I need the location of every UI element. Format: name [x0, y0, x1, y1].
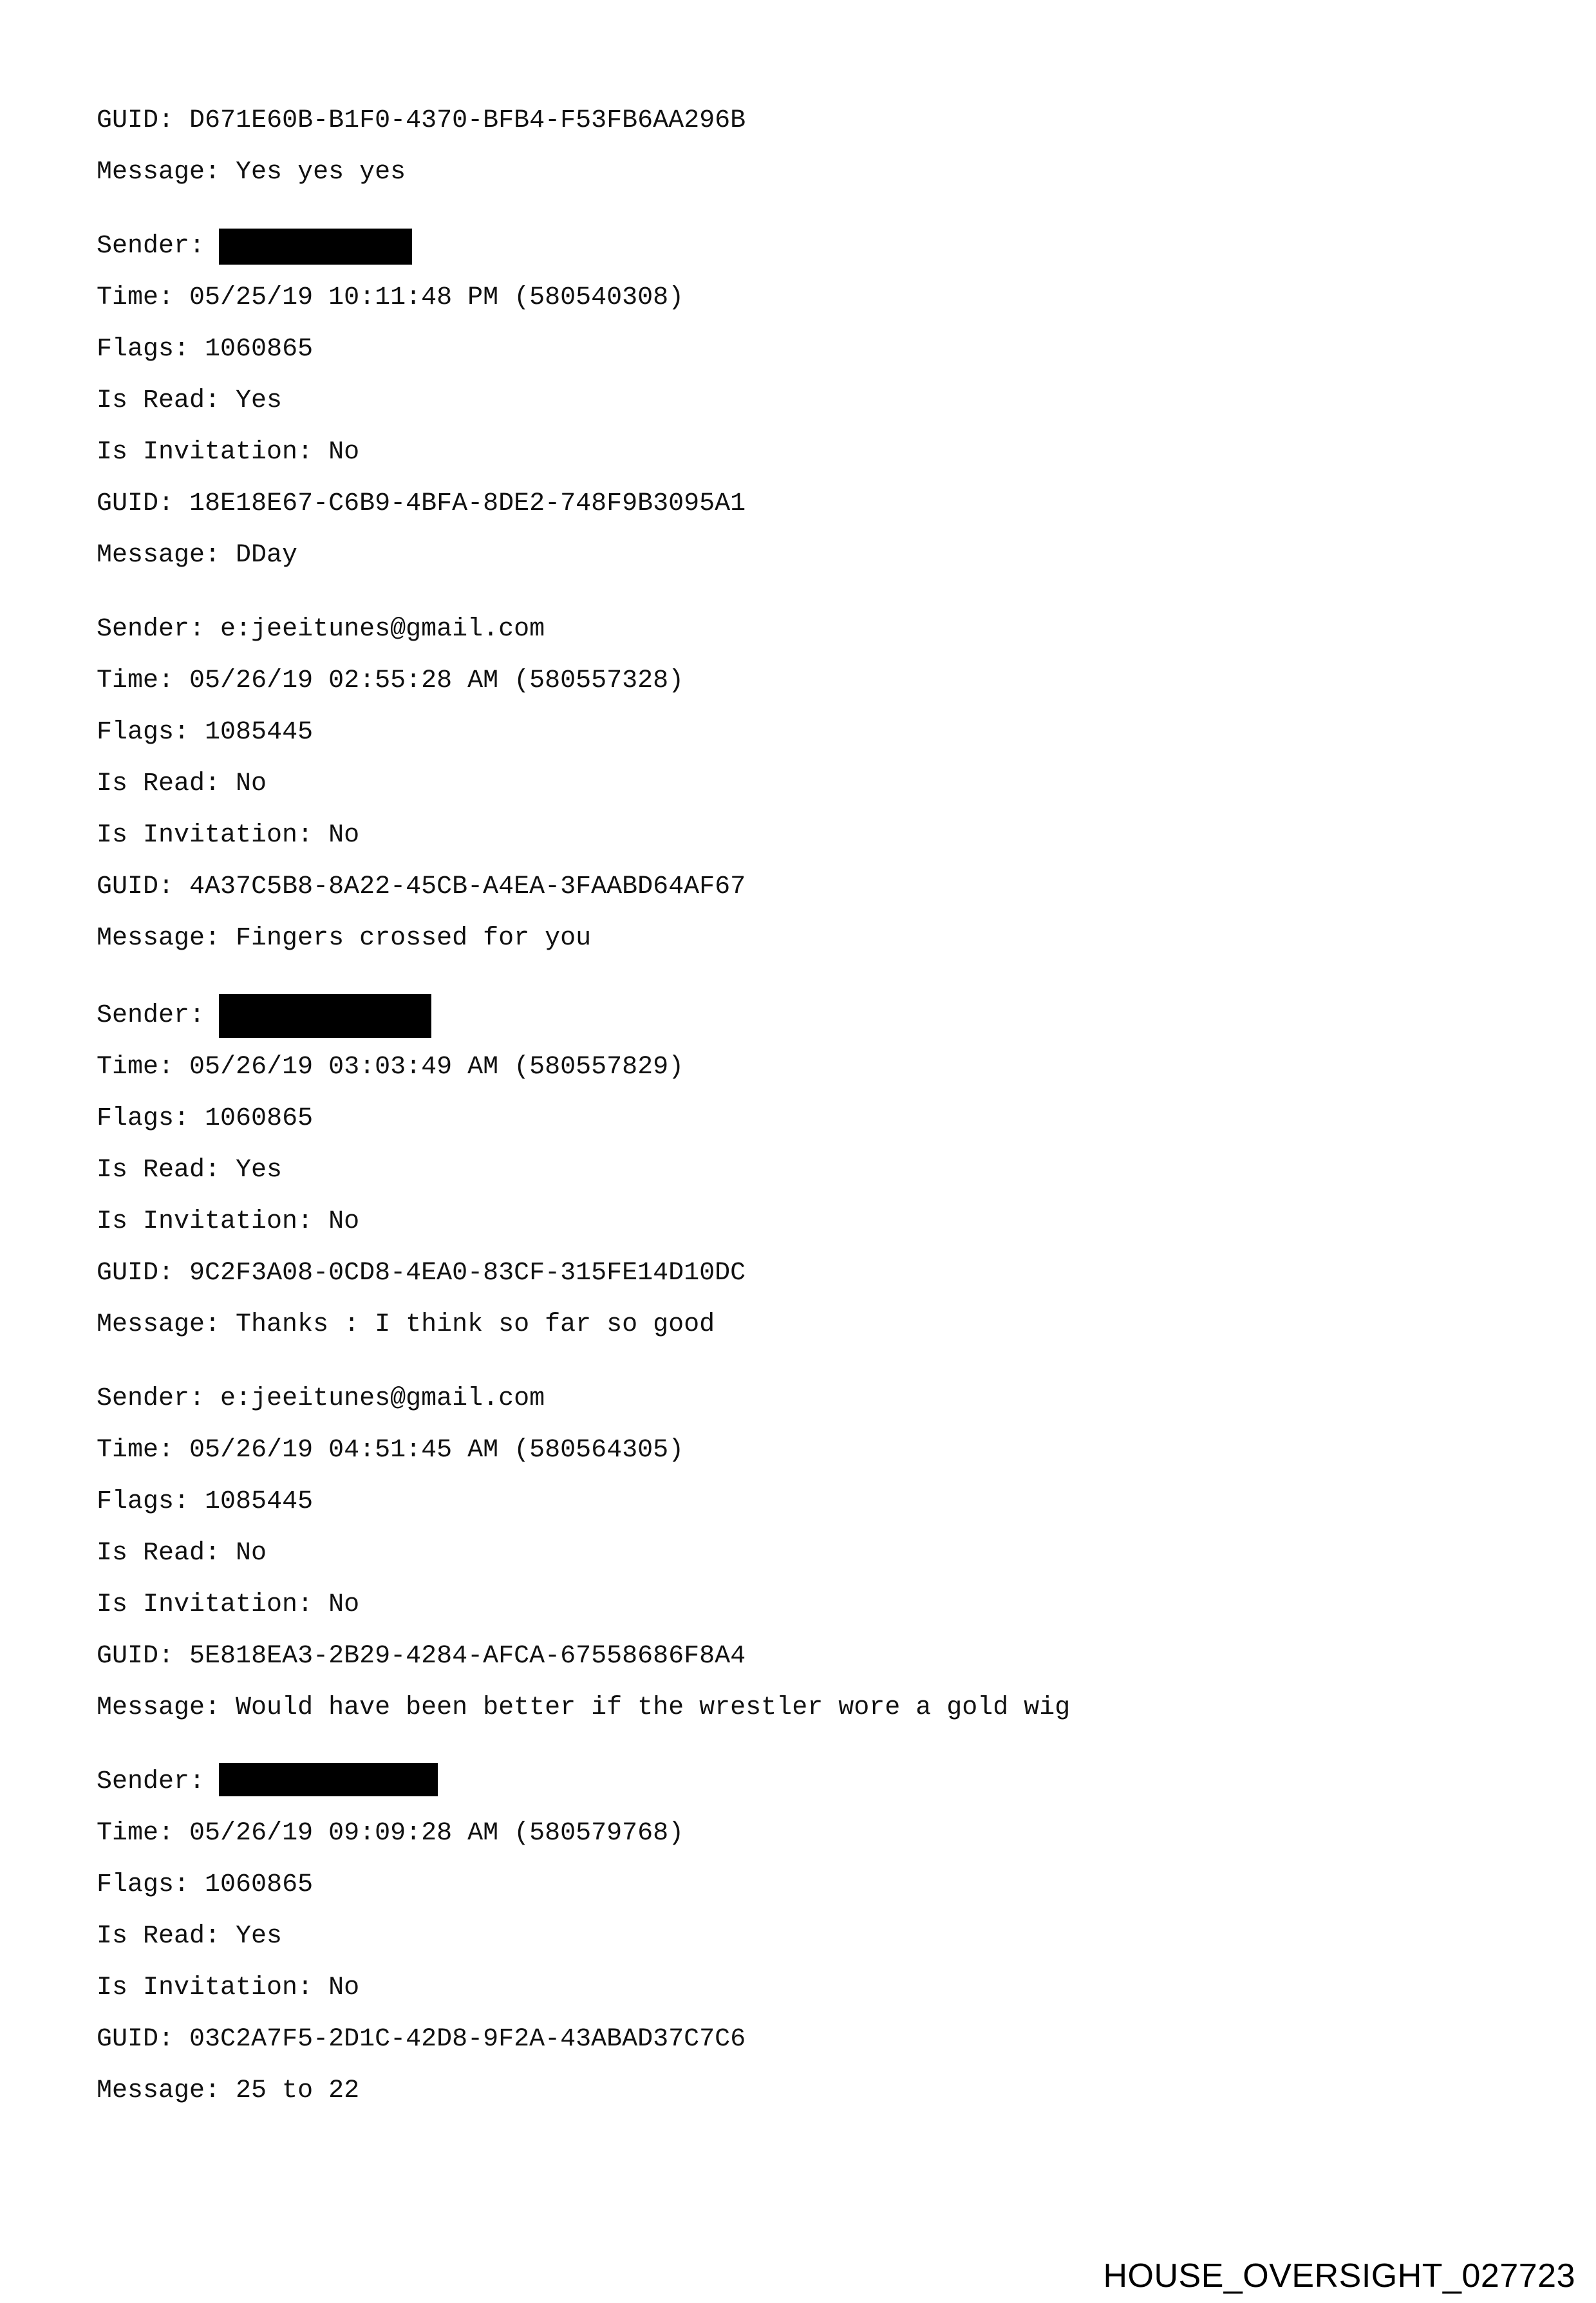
field-label: GUID: [97, 1259, 174, 1288]
field-value: No [328, 1590, 360, 1619]
is-read-line [97, 1152, 282, 1189]
field-label: Is Invitation: [97, 1590, 314, 1619]
field-label: Message: [97, 1693, 221, 1722]
field-value: 03C2A7F5-2D1C-42D8-9F2A-43ABAD37C7C6 [189, 2025, 746, 2054]
time-line [97, 280, 684, 316]
field-label: Sender: [97, 1767, 205, 1796]
field-value: 1085445 [205, 718, 314, 747]
field-value: 1060865 [205, 1104, 314, 1133]
field-label: GUID: [97, 2025, 174, 2054]
field-value: 1060865 [205, 335, 314, 364]
field-label: Is Invitation: [97, 821, 314, 850]
field-label: Flags: [97, 1487, 190, 1516]
sender-line [97, 1381, 545, 1417]
flags-line [97, 1101, 313, 1137]
field-value: Fingers crossed for you [236, 924, 592, 953]
field-value: No [236, 1539, 267, 1568]
field-value: Would have been better if the wrestler wore a gold wig [236, 1693, 1071, 1722]
field-value: Yes yes yes [236, 158, 406, 187]
guid-line [97, 1255, 746, 1292]
field-value: 05/26/19 03:03:49 AM (580557829) [189, 1053, 684, 1082]
field-value: No [328, 438, 360, 467]
field-value: No [328, 1973, 360, 2002]
flags-line [97, 715, 313, 751]
field-value: DDay [236, 541, 298, 570]
time-line [97, 1816, 684, 1852]
field-value: No [328, 1207, 360, 1236]
field-label: Is Read: [97, 1922, 221, 1951]
field-label: Flags: [97, 335, 190, 364]
field-label: Message: [97, 1310, 221, 1339]
is-invitation-line [97, 818, 359, 854]
field-value: Yes [236, 1922, 283, 1951]
field-value: 4A37C5B8-8A22-45CB-A4EA-3FAABD64AF67 [189, 872, 746, 901]
field-label: Message: [97, 158, 221, 187]
field-label: Time: [97, 1436, 174, 1465]
sender-line [97, 998, 431, 1034]
field-value: 9C2F3A08-0CD8-4EA0-83CF-315FE14D10DC [189, 1259, 746, 1288]
field-label: Message: [97, 2076, 221, 2105]
field-value: 5E818EA3-2B29-4284-AFCA-67558686F8A4 [189, 1642, 746, 1671]
flags-line [97, 332, 313, 368]
message-line [97, 538, 297, 574]
guid-line [97, 103, 746, 139]
bates-number: HOUSE_OVERSIGHT_027723 [1103, 2257, 1575, 2295]
time-line [97, 1433, 684, 1469]
message-line [97, 1307, 715, 1343]
redaction-box [219, 229, 412, 265]
flags-line [97, 1867, 313, 1903]
is-invitation-line [97, 1204, 359, 1240]
field-value: 05/26/19 04:51:45 AM (580564305) [189, 1436, 684, 1465]
field-label: Message: [97, 924, 221, 953]
field-value: 05/25/19 10:11:48 PM (580540308) [189, 283, 684, 312]
field-value: No [328, 821, 360, 850]
redaction-box [219, 1763, 438, 1796]
field-label: GUID: [97, 489, 174, 518]
field-label: GUID: [97, 106, 174, 135]
field-label: Is Read: [97, 1156, 221, 1185]
message-line [97, 2073, 359, 2109]
flags-line [97, 1484, 313, 1520]
message-line [97, 155, 406, 191]
field-label: Time: [97, 666, 174, 695]
field-label: Sender: [97, 615, 205, 644]
field-label: Flags: [97, 1870, 190, 1899]
is-invitation-line [97, 1970, 359, 2006]
field-value: 05/26/19 02:55:28 AM (580557328) [189, 666, 684, 695]
field-label: GUID: [97, 1642, 174, 1671]
field-label: Time: [97, 1053, 174, 1082]
field-label: Sender: [97, 232, 205, 261]
sender-line [97, 612, 545, 648]
field-value: 1085445 [205, 1487, 314, 1516]
field-value: D671E60B-B1F0-4370-BFB4-F53FB6AA296B [189, 106, 746, 135]
field-label: Sender: [97, 1384, 205, 1413]
guid-line [97, 486, 746, 522]
time-line [97, 663, 684, 699]
field-label: Flags: [97, 718, 190, 747]
sender-line [97, 229, 412, 265]
is-invitation-line [97, 435, 359, 471]
field-value: Thanks : I think so far so good [236, 1310, 715, 1339]
field-label: Is Read: [97, 769, 221, 798]
is-read-line [97, 383, 282, 419]
field-value: Yes [236, 386, 283, 415]
is-invitation-line [97, 1587, 359, 1623]
guid-line [97, 2022, 746, 2058]
field-label: Sender: [97, 1001, 205, 1030]
guid-line [97, 869, 746, 905]
field-value: 05/26/19 09:09:28 AM (580579768) [189, 1819, 684, 1848]
field-label: Flags: [97, 1104, 190, 1133]
time-line [97, 1049, 684, 1086]
is-read-line [97, 1919, 282, 1955]
field-label: Is Invitation: [97, 1207, 314, 1236]
guid-line [97, 1639, 746, 1675]
field-label: Is Read: [97, 386, 221, 415]
redaction-box [219, 994, 431, 1038]
field-value: e:jeeitunes@gmail.com [220, 615, 545, 644]
is-read-line [97, 1536, 267, 1572]
message-line [97, 1690, 1070, 1726]
field-label: Time: [97, 283, 174, 312]
field-label: Time: [97, 1819, 174, 1848]
field-value: No [236, 769, 267, 798]
field-value: Yes [236, 1156, 283, 1185]
sender-line [97, 1764, 438, 1800]
field-value: e:jeeitunes@gmail.com [220, 1384, 545, 1413]
is-read-line [97, 766, 267, 802]
field-value: 18E18E67-C6B9-4BFA-8DE2-748F9B3095A1 [189, 489, 746, 518]
message-line [97, 921, 591, 957]
field-label: Is Invitation: [97, 1973, 314, 2002]
field-label: Is Read: [97, 1539, 221, 1568]
field-label: GUID: [97, 872, 174, 901]
field-label: Is Invitation: [97, 438, 314, 467]
field-value: 1060865 [205, 1870, 314, 1899]
field-value: 25 to 22 [236, 2076, 360, 2105]
field-label: Message: [97, 541, 221, 570]
